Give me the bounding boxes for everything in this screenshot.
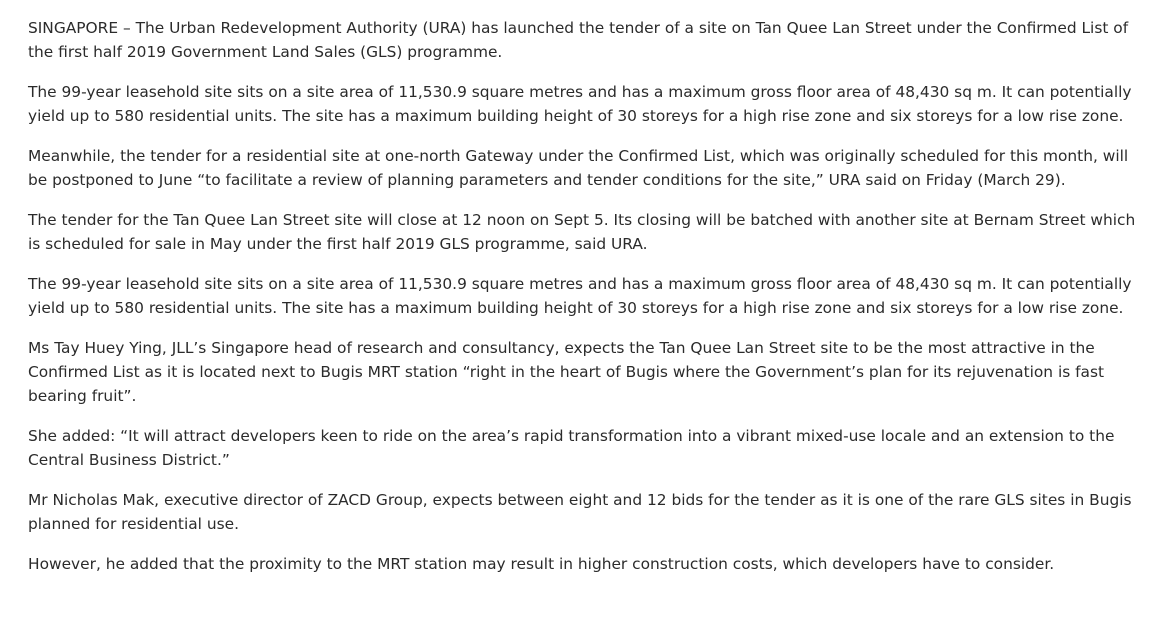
article-paragraph: Mr Nicholas Mak, executive director of ZACD Group, expects between eight and 12 bids for the tender as it is one of the rare GLS sites in Bugis planned for residential use. bbox=[28, 491, 1132, 533]
article-paragraph: Ms Tay Huey Ying, JLL’s Singapore head of research and consultancy, expects the Tan Quee Lan Street site to be the most attractive in the Confirmed List as it is located next to Bugis MRT station “right in the heart of Bugis where the Government’s plan for its rejuvenation is fast bearing fruit”. bbox=[28, 339, 1105, 405]
article-paragraph: The 99-year leasehold site sits on a site area of 11,530.9 square metres and has a maximum gross floor area of 48,430 sq m. It can potentially yield up to 580 residential units. The site has a maximum building height of 30 storeys for a high rise zone and six storeys for a low rise zone. bbox=[28, 83, 1132, 125]
article-paragraph: The tender for the Tan Quee Lan Street site will close at 12 noon on Sept 5. Its closing will be batched with another site at Bernam Street which is scheduled for sale in May under the first half 2019 GLS programme, said URA. bbox=[28, 211, 1136, 253]
article-paragraph: However, he added that the proximity to the MRT station may result in higher construction costs, which developers have to consider. bbox=[28, 555, 1055, 573]
article-paragraph: She added: “It will attract developers keen to ride on the area’s rapid transformation into a vibrant mixed-use locale and an extension to the Central Business District.” bbox=[28, 427, 1115, 469]
article-body bbox=[28, 16, 1140, 576]
article-paragraph: Meanwhile, the tender for a residential site at one-north Gateway under the Confirmed List, which was originally scheduled for this month, will be postponed to June “to facilitate a review of planning parameters and tender conditions for the site,” URA said on Friday (March 29). bbox=[28, 147, 1129, 189]
article-paragraph: The 99-year leasehold site sits on a site area of 11,530.9 square metres and has a maximum gross floor area of 48,430 sq m. It can potentially yield up to 580 residential units. The site has a maximum building height of 30 storeys for a high rise zone and six storeys for a low rise zone. bbox=[28, 275, 1132, 317]
article-paragraph: SINGAPORE – The Urban Redevelopment Authority (URA) has launched the tender of a site on Tan Quee Lan Street under the Confirmed List of the first half 2019 Government Land Sales (GLS) programme. bbox=[28, 19, 1129, 61]
